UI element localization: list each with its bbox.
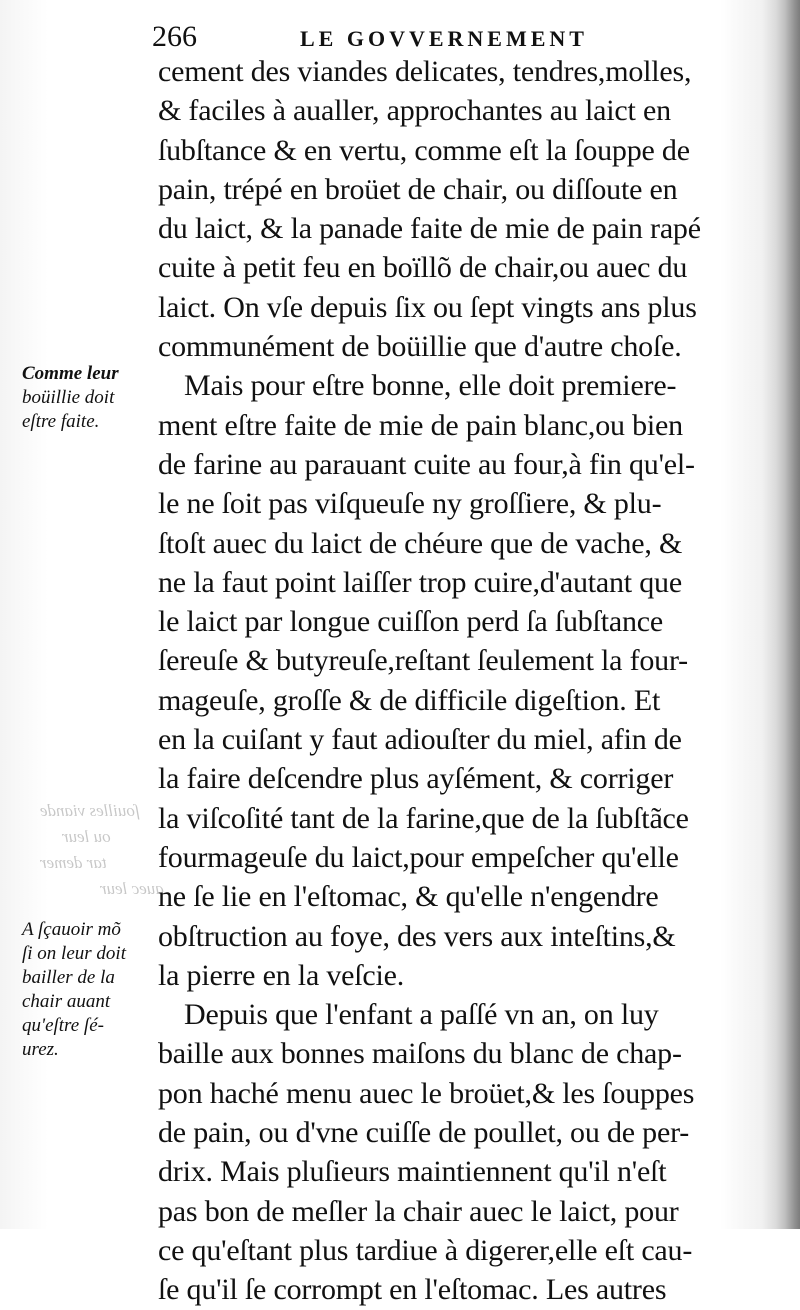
text-line: ſubſtance & en vertu, comme eſt la ſouppe de	[158, 133, 690, 167]
text-line: obſtruction au foye, des vers aux inteſtins,&	[158, 919, 676, 953]
text-line: ſtoſt auec du laict de chéure que de vache, &	[158, 526, 683, 560]
text-line: fourmageuſe du laict,pour empeſcher qu'elle	[158, 840, 679, 874]
text-line: la faire deſcendre plus ayſément, & corriger	[158, 762, 674, 796]
text-line: ment eſtre faite de mie de pain blanc,ou bien	[158, 408, 683, 442]
page-number: 266	[152, 20, 197, 53]
margin-note-line: eſtre faite.	[22, 411, 100, 432]
margin-note	[22, 918, 157, 1062]
paragraph-start-line: Depuis que l'enfant a paſſé vn an, on luy	[184, 998, 659, 1032]
margin-note-line: Comme leur	[22, 363, 119, 384]
text-line: ſe qu'il ſe corrompt en l'eſtomac. Les autres	[158, 1273, 667, 1307]
text-line: ne ſe lie en l'eſtomac, & qu'elle n'engendre	[158, 880, 659, 914]
text-line: ne la faut point laiſſer trop cuire,d'autant que	[158, 565, 682, 599]
text-line: pas bon de meſler la chair auec le laict, pour	[158, 1194, 679, 1228]
text-line: ſereuſe & butyreuſe,reſtant ſeulement la four-	[158, 644, 688, 678]
show-through-text: ſouilles viande	[40, 801, 140, 820]
text-line: communément de boüillie que d'autre choſe.	[158, 330, 682, 364]
page-edge-shadow	[762, 0, 800, 1229]
text-line: mageuſe, groſſe & de difficile digeſtion. Et	[158, 683, 661, 717]
margin-note-line: urez.	[22, 1039, 59, 1060]
text-line: & faciles à aualler, approchantes au laict en	[158, 94, 671, 128]
text-line: du laict, & la panade faite de mie de pain rapé	[158, 212, 701, 246]
text-line: la pierre en la veſcie.	[158, 958, 405, 992]
text-line: pon haché menu auec le broüet,& les ſouppes	[158, 1076, 695, 1110]
text-line: le ne ſoit pas viſqueuſe ny groſſiere, & plu-	[158, 487, 662, 521]
body-text	[158, 52, 718, 1310]
text-line: de pain, ou d'vne cuiſſe de poullet, ou de per-	[158, 1116, 690, 1150]
running-title: LE GOVVERNEMENT	[300, 26, 588, 51]
show-through-text: ou leur	[62, 827, 111, 846]
margin-note-line: ſi on leur doit	[22, 943, 126, 964]
text-line: baille aux bonnes maiſons du blanc de chap-	[158, 1037, 682, 1071]
paragraph-start-line: Mais pour eſtre bonne, elle doit premiere-	[184, 369, 677, 403]
margin-note-line: chair auant	[22, 991, 111, 1012]
margin-note-line: bailler de la	[22, 967, 115, 988]
text-line: cement des viandes delicates, tendres,molles,	[158, 55, 692, 88]
text-line: drix. Mais pluſieurs maintiennent qu'il n'eſt	[158, 1155, 667, 1189]
margin-note-line: A ſçauoir mõ	[22, 919, 121, 940]
text-line: de farine au parauant cuite au four,à fin qu'el-	[158, 447, 695, 481]
text-line: pain, trépé en broüet de chair, ou diſſoute en	[158, 172, 678, 206]
margin-note	[22, 362, 157, 434]
text-line: en la cuiſant y faut adiouſter du miel, afin de	[158, 723, 682, 757]
text-line: la viſcoſité tant de la farine,que de la ſubſtãce	[158, 801, 689, 835]
margin-note-line: boüillie doit	[22, 387, 115, 408]
text-line: laict. On vſe depuis ſix ou ſept vingts ans plus	[158, 290, 697, 324]
text-line: le laict par longue cuiſſon perd ſa ſubſtance	[158, 605, 663, 639]
text-line: ce qu'eſtant plus tardiue à digerer,elle eſt cau-	[158, 1233, 693, 1267]
show-through-text: tar demer	[40, 853, 107, 872]
show-through-text: auec leur	[100, 879, 164, 898]
text-line: cuite à petit feu en boïllõ de chair,ou auec du	[158, 251, 688, 285]
margin-note-line: qu'eſtre ſé-	[22, 1015, 104, 1036]
